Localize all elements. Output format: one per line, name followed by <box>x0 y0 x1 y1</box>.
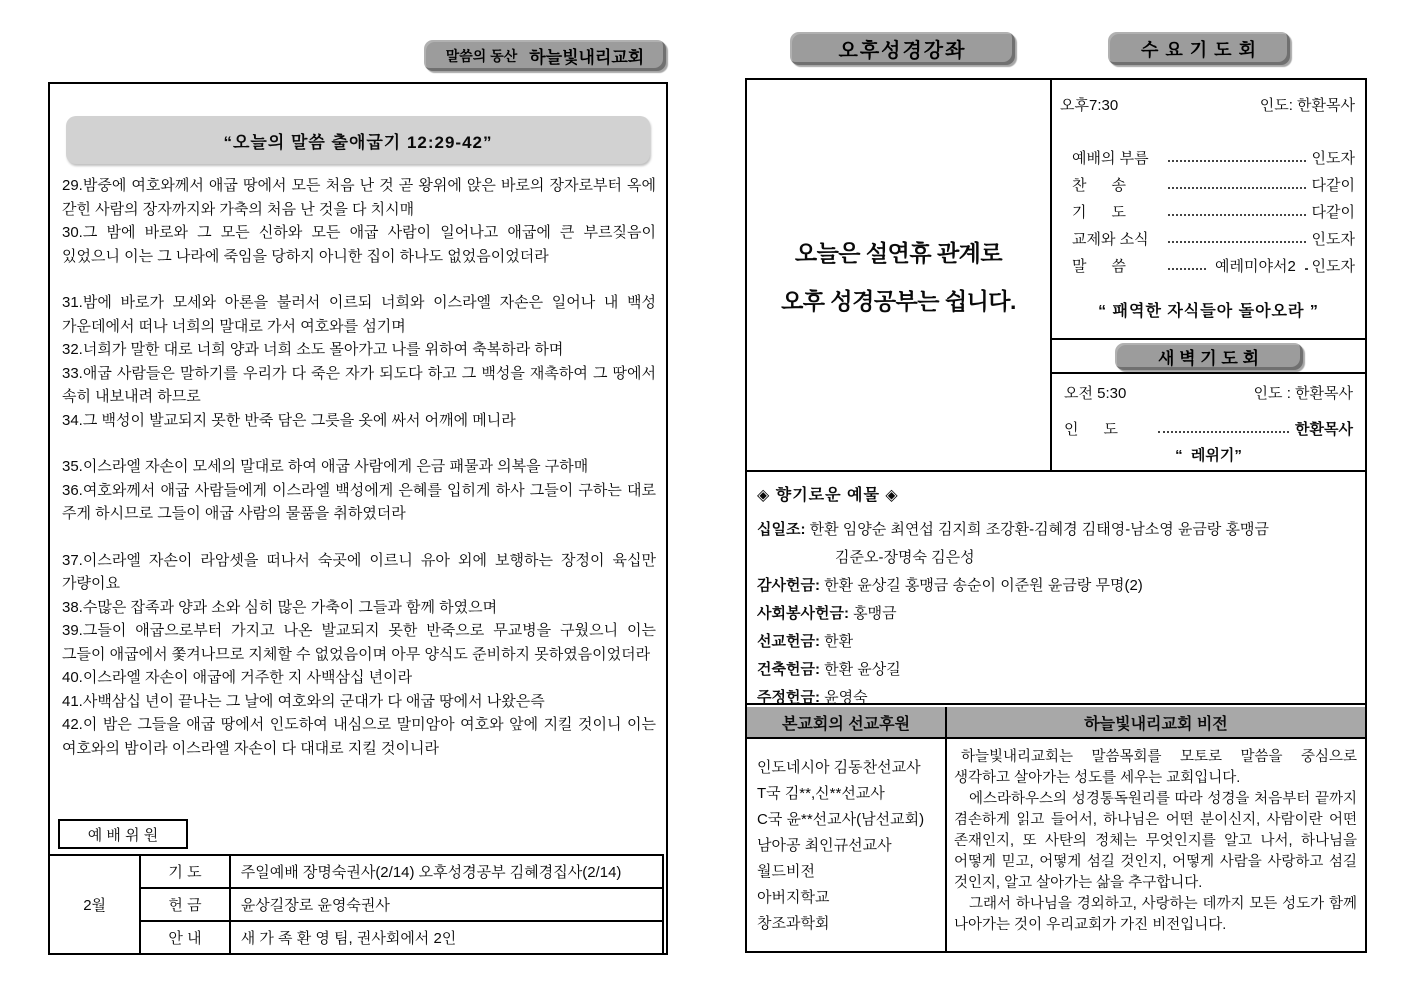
badge-church-name: 하늘빛내리교회 <box>529 48 645 67</box>
offering-line <box>757 628 1355 656</box>
offerings-title: ◈ 향기로운 예물 ◈ <box>757 487 899 504</box>
left-page <box>48 82 668 955</box>
order-item-label: 예배의 부름 <box>1072 150 1149 167</box>
dotted-leader <box>1305 268 1306 270</box>
offering-label: 건축헌금: <box>757 661 820 678</box>
offering-line <box>757 516 1355 544</box>
dawn-scripture: “ 레위기” <box>1175 447 1242 464</box>
holiday-announcement <box>747 80 1052 470</box>
offering-names: 한환 임양순 최연섭 김지희 조강환-김혜경 김태영-남소영 윤금랑 홍맹금 <box>805 521 1270 538</box>
verse: 42.이 밤은 그들을 애굽 땅에서 인도하여 내심으로 말미암아 여호와 앞에 지킬 것이니 이는 여호와의 밤이라 이스라엘 자손이 다 대대로 지킬 것이니라 <box>62 716 656 757</box>
vision-paragraph: 에스라하우스의 성경통독원리를 따라 성경을 처음부터 끝까지 겸손하게 읽고 들어서, 하나님은 어떤 분이신지, 사람이란 어떤 존재인지, 또 사탄의 정체는 무엇인지를 알고 나서, 하나님을 어떻게 믿고, 어떻게 섬길 것인지, 어떻게 사람을 사랑하고 섬길 것인지, 알고 살아가는 삶을 추구합니다. <box>954 791 1357 891</box>
offering-line <box>757 656 1355 684</box>
badge-motto: 말씀의 동산 <box>445 47 518 64</box>
dawn-lead-name: 한환목사 <box>1295 421 1353 438</box>
verse: 34.그 백성이 발교되지 못한 반죽 담은 그릇을 옷에 싸서 어깨에 메니라 <box>62 411 516 429</box>
offering-names: 한환 <box>819 633 854 650</box>
church-vision-header: 하늘빛내리교회 비전 <box>947 707 1365 737</box>
offering-line <box>757 600 1355 628</box>
verse-group <box>62 549 656 761</box>
verse: 32.너희가 말한 대로 너희 양과 너희 소도 몰아가고 나를 위하여 축복하라 하며 <box>62 341 564 358</box>
bottom-table-header <box>747 707 1365 739</box>
mission-item: 창조과학회 <box>757 915 830 932</box>
offering-label: 십일조: <box>757 521 806 538</box>
dotted-leader <box>1168 160 1306 162</box>
verse: 30.그 밤에 바로와 그 모든 신하와 모든 애굽 사람이 일어나고 애굽에 큰 부르짖음이 있었으니 이는 그 나라에 죽임을 당하지 아니한 집이 하나도 없었음이었더라 <box>62 224 656 265</box>
dotted-leader <box>1158 431 1289 433</box>
wednesday-sermon-title: “ 패역한 자식들아 돌아오라 ” <box>1098 303 1319 320</box>
dawn-prayer-header-row <box>1052 338 1365 374</box>
dawn-time: 오전 5:30 <box>1064 385 1127 402</box>
verse: 33.애굽 사람들은 말하기를 우리가 다 죽은 자가 되도다 하고 그 백성을 재촉하여 그 땅에서 속히 내보내려 하므로 <box>62 364 656 405</box>
offerings-section <box>747 472 1365 705</box>
order-item-label: 교제와 소식 <box>1072 231 1149 248</box>
dawn-prayer-badge: 새 벽 기 도 회 <box>1115 343 1303 370</box>
order-row <box>1072 252 1355 279</box>
dotted-leader <box>1168 187 1306 189</box>
offerings-list <box>757 516 1355 712</box>
wednesday-prayer-cell <box>1052 80 1365 470</box>
mission-item: 인도네시아 김동찬선교사 <box>757 759 921 776</box>
verse-group <box>62 174 656 268</box>
order-of-worship <box>1072 144 1355 279</box>
committee-role: 안 내 <box>140 921 229 954</box>
order-row <box>1072 144 1355 171</box>
mission-support-header: 본교회의 선교후원 <box>747 707 947 737</box>
scripture-title: “오늘의 말씀 출애굽기 12:29-42” <box>66 116 650 164</box>
verse: 40.이스라엘 자손이 애굽에 거주한 지 사백삼십 년이라 <box>62 669 413 686</box>
committee-role: 헌 금 <box>140 888 229 921</box>
verse: 38.수많은 잡족과 양과 소와 심히 많은 가축이 그들과 함께 하였으며 <box>62 598 498 616</box>
order-item-label: 말 씀 <box>1072 258 1126 275</box>
verse: 36.여호와께서 애굽 사람들에게 이스라엘 백성에게 은혜를 입히게 하사 그들이 구하는 대로 주게 하시므로 그들이 애굽 사람의 물품을 취하였더라 <box>62 481 656 522</box>
offering-names: 홍맹금 <box>848 605 897 622</box>
mission-item: 월드비전 <box>757 863 815 880</box>
church-name-badge <box>424 40 666 71</box>
bottom-table-body <box>747 739 1365 951</box>
dawn-lead-row <box>1064 418 1353 439</box>
offering-label: 감사헌금: <box>757 577 820 594</box>
committee-month: 2월 <box>49 855 140 954</box>
verse: 37.이스라엘 자손이 라암셋을 떠나서 숙곳에 이르니 유아 외에 보행하는 장정이 육십만 가량이요 <box>62 551 656 592</box>
order-item-label: 찬 송 <box>1072 177 1126 194</box>
committee-role: 기 도 <box>140 855 229 888</box>
announcement-line: 오늘은 설연휴 관계로 <box>794 239 1003 266</box>
bottom-table <box>747 707 1365 951</box>
wednesday-prayer-badge: 수 요 기 도 회 <box>1108 32 1290 65</box>
verse: 29.밤중에 여호와께서 애굽 땅에서 모든 처음 난 것 곧 왕위에 앉은 바로의 장자로부터 옥에 갇힌 사람의 장자까지와 가축의 처음 난 것을 다 치시매 <box>62 177 656 218</box>
wednesday-time: 오후7:30 <box>1060 97 1119 114</box>
dotted-leader <box>1168 268 1206 270</box>
verse: 31.밤에 바로가 모세와 아론을 불러서 이르되 너희와 이스라엘 자손은 일어나 내 백성 가운데에서 떠나 너희의 말대로 가서 여호와를 섬기며 <box>62 294 656 335</box>
vision-paragraph: 그래서 하나님을 경외하고, 사랑하는 데까지 모든 성도가 함께 나아가는 것이 우리교회가 가진 비전입니다. <box>954 896 1357 933</box>
mission-item: C국 윤**선교사(남선교회) <box>757 811 925 828</box>
order-row <box>1072 171 1355 198</box>
committee-value: 윤상길장로 윤영숙권사 <box>230 888 663 921</box>
offering-label: 사회봉사헌금: <box>757 605 849 622</box>
table-row <box>49 855 663 888</box>
committee-table <box>48 854 664 955</box>
offering-names: 윤영숙 <box>819 689 868 706</box>
dawn-leader: 인도 : 한환목사 <box>1253 385 1353 402</box>
dotted-leader <box>1168 241 1306 243</box>
wednesday-time-row <box>1060 94 1355 115</box>
order-row <box>1072 225 1355 252</box>
order-item-person: 다같이 <box>1311 204 1355 221</box>
worship-committee-label: 예 배 위 원 <box>58 819 188 849</box>
afternoon-bible-lecture-badge: 오후성경강좌 <box>790 32 1015 65</box>
order-row <box>1072 198 1355 225</box>
verses <box>62 174 656 783</box>
committee-value: 주일예배 장명숙권사(2/14) 오후성경공부 김혜경집사(2/14) <box>230 855 663 888</box>
table-row <box>49 888 663 921</box>
offering-line-continued: 김준오-장명숙 김은성 <box>835 549 975 566</box>
committee-value: 새 가 족 환 영 팀, 권사회에서 2인 <box>230 921 663 954</box>
verse: 39.그들이 애굽으로부터 가지고 나온 발교되지 못한 반죽으로 무교병을 구웠으니 이는 그들이 애굽에서 쫓겨나므로 지체할 수 없었음이며 아무 양식도 준비하지 못하였음이었더라 <box>62 622 656 663</box>
verse-group <box>62 291 656 432</box>
mission-item: T국 김**,신**선교사 <box>757 785 885 802</box>
order-item-person: 다같이 <box>1311 177 1355 194</box>
dawn-lead-label: 인 도 <box>1064 421 1118 438</box>
offering-line <box>757 572 1355 600</box>
verse: 41.사백삼십 년이 끝나는 그 날에 여호와의 군대가 다 애굽 땅에서 나왔은즉 <box>62 692 545 710</box>
mission-item: 아버지학교 <box>757 889 830 906</box>
right-page <box>745 78 1367 953</box>
offering-label: 주정헌금: <box>757 689 820 706</box>
mission-list <box>747 739 947 951</box>
verse-group <box>62 455 656 526</box>
vision-text <box>947 739 1365 951</box>
dawn-time-row <box>1064 382 1353 403</box>
vision-paragraph: 하늘빛내리교회는 말씀목회를 모토로 말씀을 중심으로 생각하고 살아가는 성도를 세우는 교회입니다. <box>954 749 1357 786</box>
table-row <box>49 921 663 954</box>
order-item-detail: 예레미야서2 <box>1215 258 1296 275</box>
order-item-person: 인도자 <box>1311 150 1355 167</box>
service-order-section <box>747 80 1365 472</box>
offering-names: 한환 윤상길 <box>819 661 901 678</box>
announcement-line: 오후 성경공부는 쉽니다. <box>781 287 1016 314</box>
order-item-person: 인도자 <box>1311 231 1355 248</box>
dotted-leader <box>1168 214 1306 216</box>
order-item-person: 인도자 <box>1311 258 1355 275</box>
wednesday-leader: 인도: 한환목사 <box>1259 97 1355 114</box>
offering-label: 선교헌금: <box>757 633 820 650</box>
order-item-label: 기 도 <box>1072 204 1126 221</box>
mission-item: 남아공 최인규선교사 <box>757 837 892 854</box>
verse: 35.이스라엘 자손이 모세의 말대로 하여 애굽 사람에게 은금 패물과 의복을 구하매 <box>62 458 589 475</box>
offering-names: 한환 윤상길 홍맹금 송순이 이준원 윤금랑 무명(2) <box>819 577 1143 594</box>
